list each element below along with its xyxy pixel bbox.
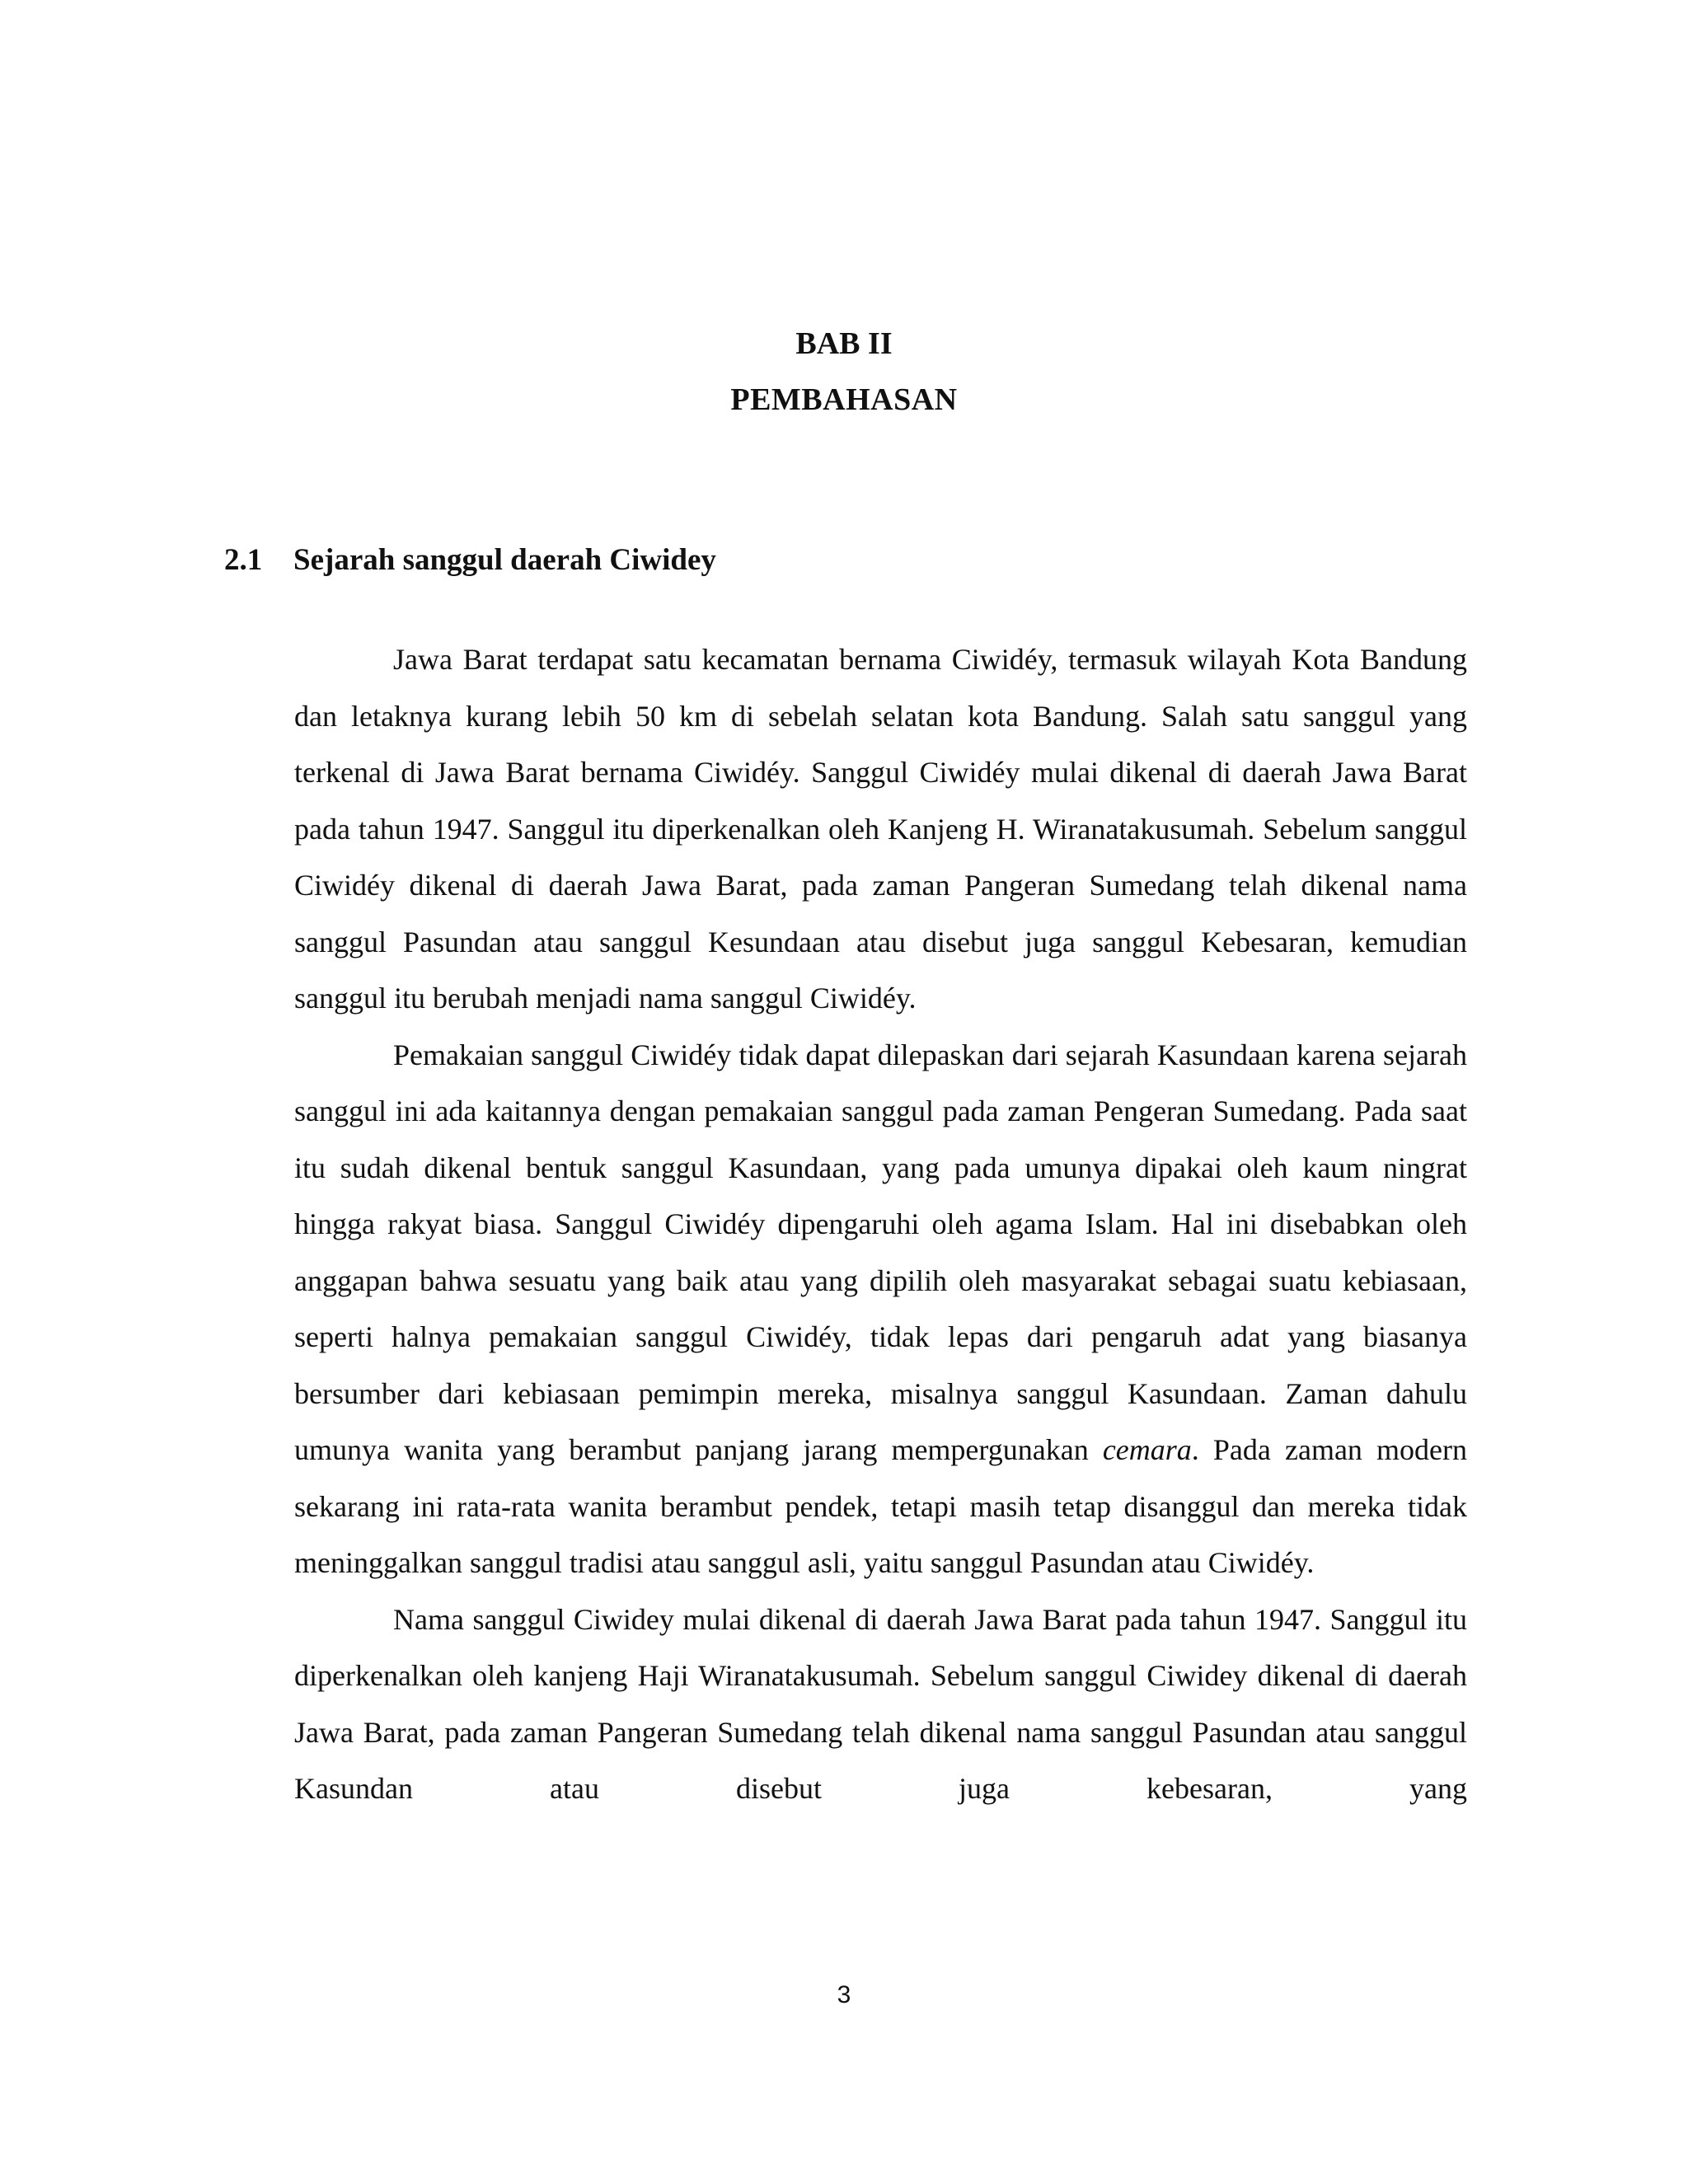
paragraph-1: Jawa Barat terdapat satu kecamatan bernama Ciwidéy, termasuk wilayah Kota Bandung dan letaknya kurang lebih 50 km di sebelah selatan kota Bandung. Salah satu sanggul yang terkenal di Jawa Barat bernama Ciwidéy. Sanggul Ciwidéy mulai dikenal di daerah Jawa Barat pada tahun 1947. Sanggul itu diperkenalkan oleh Kanjeng H. Wiranatakusumah. Sebelum sanggul Ciwidéy dikenal di daerah Jawa Barat, pada zaman Pangeran Sumedang telah dikenal nama sanggul Pasundan atau sanggul Kesundaan atau disebut juga sanggul Kebesaran, kemudian sanggul itu berubah menjadi nama sanggul Ciwidéy. (294, 643, 1467, 1015)
page-number: 3 (837, 1981, 851, 2008)
chapter-title: PEMBAHASAN (730, 382, 958, 417)
section-number: 2.1 (224, 543, 263, 577)
section-title: Sejarah sanggul daerah Ciwidey (293, 543, 716, 577)
paragraph-2 (294, 1027, 1467, 1591)
chapter-number: BAB II (795, 326, 893, 361)
body-text (294, 631, 1467, 1817)
section-heading (224, 542, 716, 579)
paragraph-2-italic-term: cemara (1102, 1433, 1192, 1466)
paragraph-3: Nama sanggul Ciwidey mulai dikenal di daerah Jawa Barat pada tahun 1947. Sanggul itu diperkenalkan oleh kanjeng Haji Wiranatakusumah. Sebelum sanggul Ciwidey dikenal di daerah Jawa Barat, pada zaman Pangeran Sumedang telah dikenal nama sanggul Pasundan atau sanggul Kasundan atau disebut juga kebesaran, yang (294, 1602, 1467, 1805)
paragraph-2-text-end: . Pada zaman modern sekarang ini rata-rata wanita berambut pendek, tetapi masih tetap disanggul dan mereka tidak meninggalkan sanggul tradisi atau sanggul asli, yaitu sanggul Pasundan atau Ciwidéy. (294, 1433, 1467, 1579)
paragraph-2-text-start: Pemakaian sanggul Ciwidéy tidak dapat dilepaskan dari sejarah Kasundaan karena sejarah sanggul ini ada kaitannya dengan pemakaian sanggul pada zaman Pengeran Sumedang. Pada saat itu sudah dikenal bentuk sanggul Kasundaan, yang pada umunya dipakai oleh kaum ningrat hingga rakyat biasa. Sanggul Ciwidéy dipengaruhi oleh agama Islam. Hal ini disebabkan oleh anggapan bahwa sesuatu yang baik atau yang dipilih oleh masyarakat sebagai suatu kebiasaan, seperti halnya pemakaian sanggul Ciwidéy, tidak lepas dari pengaruh adat yang biasanya bersumber dari kebiasaan pemimpin mereka, misalnya sanggul Kasundaan. Zaman dahulu umunya wanita yang berambut panjang jarang mempergunakan (294, 1038, 1467, 1466)
